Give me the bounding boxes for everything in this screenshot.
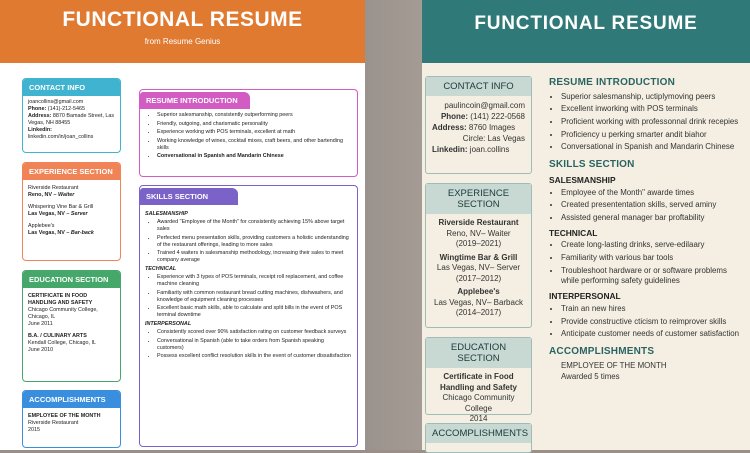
right-address2: Circle: Las Vegas <box>462 134 525 143</box>
right-accomplishments-side-header: ACCOMPLISHMENTS <box>426 424 531 443</box>
left-job-role: Waiter <box>57 192 75 198</box>
left-header <box>0 0 365 63</box>
right-skills-bullet: • Created presententation skills, served aminy <box>561 200 747 211</box>
left-skills-body <box>140 205 357 365</box>
right-skills-list <box>549 240 747 287</box>
right-email: paulincoin@gmail.com <box>444 101 525 110</box>
left-education-box <box>22 270 121 382</box>
left-intro-bullet: • Conversational in Spanish and Mandarin Chinese <box>157 153 352 160</box>
resume-right <box>422 0 750 450</box>
right-intro-bullet: • Conversational in Spanish and Mandarin Chinese <box>561 142 747 153</box>
right-intro-list <box>549 92 747 153</box>
right-skills-list <box>549 188 747 224</box>
left-phone-label: Phone: <box>28 106 47 112</box>
left-accomplishments-body <box>23 408 120 437</box>
left-skills-bullet: • Consistently scored over 90% satisfaction rating on customer feedback surveys <box>157 329 352 336</box>
right-linkedin-label: Linkedin: <box>432 145 468 154</box>
left-edu-degree: CERTIFICATE IN FOOD HANDLING AND SAFETY <box>28 293 93 306</box>
left-skills-list <box>145 329 352 360</box>
left-title: FUNCTIONAL RESUME <box>62 8 303 31</box>
right-education-body <box>426 368 531 429</box>
right-education-header: EDUCATION SECTION <box>426 338 531 368</box>
left-acc-title: EMPLOYEE OF THE MONTH <box>28 413 101 419</box>
right-job <box>432 218 525 250</box>
left-edu-date: June 2011 <box>28 321 53 327</box>
right-main-column <box>549 78 747 382</box>
left-skills-bullet: • Trained 4 waiters in salesmanship methodology, increasing their sales to meet company average <box>157 250 352 264</box>
left-skills-list <box>145 219 352 264</box>
right-title: FUNCTIONAL RESUME <box>474 13 698 34</box>
right-phone: (141) 222-0568 <box>470 112 525 121</box>
left-edu-degree: B.A. / CULINARY ARTS <box>28 333 87 339</box>
left-job-role: Bar-back <box>70 230 94 236</box>
left-linkedin-label: Linkedin: <box>28 127 52 133</box>
right-intro-bullet: • Superior salesmanship, uctiplymoving peers <box>561 92 747 103</box>
left-intro-bullet: • Friendly, outgoing, and charismatic personality <box>157 121 352 128</box>
right-edu-year: 2014 <box>469 414 488 423</box>
right-education-box <box>425 337 532 423</box>
right-linkedin: joan.collins <box>469 145 510 154</box>
left-acc-year: 2015 <box>28 427 40 433</box>
right-skills-header: SKILLS SECTION <box>549 158 635 170</box>
left-skills-group-name: SALESMANSHIP <box>145 211 188 217</box>
left-job-location: Reno, NV – <box>28 192 58 198</box>
left-edu-item <box>28 333 115 354</box>
left-skills-list <box>145 274 352 319</box>
right-acc-detail: Awarded 5 times <box>561 371 620 381</box>
left-skills-bullet: • Possess excellent conflict resolution skills in the event of customer dissatisfaction <box>157 353 352 360</box>
right-skills-group-name: INTERPERSONAL <box>549 291 621 302</box>
left-intro-body <box>140 109 357 165</box>
right-acc-title: EMPLOYEE OF THE MONTH <box>561 360 667 370</box>
right-address1: 8760 Images <box>468 123 516 132</box>
right-intro-header: RESUME INTRODUCTION <box>549 77 676 88</box>
left-accomplishments-box <box>22 390 121 448</box>
left-edu-school: Kendall College, Chicago, IL <box>28 340 97 346</box>
right-skills-bullet: • Train an new hires <box>561 304 747 315</box>
right-edu-school: Chicago Community College <box>442 393 515 413</box>
left-intro-bullet: • Superior salesmanship, consistently outperforming peers <box>157 112 352 119</box>
left-experience-body <box>23 180 120 240</box>
right-contact-header: CONTACT INFO <box>426 77 531 96</box>
background-gap <box>365 0 422 450</box>
right-skills-bullet: • Familiarity with various bar tools <box>561 253 747 264</box>
left-job <box>28 185 115 199</box>
left-intro-list <box>145 112 352 160</box>
right-job-location: Reno, NV– Waiter <box>446 228 511 238</box>
left-edu-school: Chicago Community College, Chicago, IL <box>28 307 98 320</box>
right-experience-body <box>426 214 531 323</box>
right-skills-bullet: • Employee of the Month" awarde times <box>561 188 747 199</box>
left-intro-bullet: • Working knowledge of wines, cocktail mixes, craft beers, and other bartending skills <box>157 138 352 152</box>
right-job-place: Riverside Restaurant <box>438 218 519 227</box>
left-intro-box <box>139 89 358 177</box>
left-skills-group-name: INTERPERSONAL <box>145 321 192 327</box>
left-job <box>28 223 115 237</box>
resume-left <box>0 0 365 450</box>
left-contact-box <box>22 78 121 153</box>
right-phone-label: Phone: <box>440 112 469 121</box>
right-intro-bullet: • Excellent inworking with POS terminals <box>561 104 747 115</box>
left-skills-box <box>139 185 358 447</box>
right-skills-bullet: • Provide constructive cticism to reimprover skills <box>561 317 747 328</box>
right-accomplishments-box <box>425 423 532 453</box>
left-edu-item <box>28 293 115 328</box>
right-accomplishments-header: ACCOMPLISHMENTS <box>549 345 655 357</box>
left-phone: (141)-212-5465 <box>47 106 85 112</box>
right-skills-bullet: • Troubleshoot hardware or or software problems while performing safety guidelines <box>561 266 747 288</box>
right-job-dates: (2019–2021) <box>455 239 502 248</box>
left-job-place: Whispering Vine Bar & Grill <box>28 204 94 210</box>
left-linkedin: linkedin.com/in/joan_collins <box>28 134 94 140</box>
left-job-place: Riverside Restaurant <box>28 185 79 191</box>
left-job <box>28 204 115 218</box>
right-skills-bullet: • Anticipate customer needs of customer satisfaction <box>561 329 747 340</box>
left-experience-header: EXPERIENCE SECTION <box>23 163 120 180</box>
left-skills-bullet: • Experience with 3 types of POS terminals, receipt roll replacement, and coffee machine cleaning <box>157 274 352 288</box>
right-edu-degree: Certificate in Food Handling and Safety <box>440 372 517 392</box>
left-contact-body <box>23 96 120 144</box>
left-skills-bullet: • Familiarity with common restaurant bread cutting machines, dishwashers, and knowledge of equipment cleaning processes <box>157 290 352 304</box>
right-job <box>432 287 525 319</box>
right-intro-bullet: • Proficient working with professonnal drink recepies <box>561 117 747 128</box>
left-address-label: Address: <box>28 113 52 119</box>
right-skills-group-name: TECHNICAL <box>549 227 598 238</box>
right-job-place: Applebee's <box>457 287 500 296</box>
right-experience-header: EXPERIENCE SECTION <box>426 184 531 214</box>
left-acc-place: Riverside Restaurant <box>28 420 79 426</box>
right-skills-bullet: • Assisted general manager bar proftability <box>561 213 747 224</box>
right-experience-box <box>425 183 532 328</box>
right-skills-list <box>549 304 747 340</box>
right-job-place: Wingtime Bar & Grill <box>439 252 518 262</box>
left-email: joancollins@gmail.com <box>28 99 84 105</box>
left-skills-bullet: • Excellent basic math skills, able to calculate and split bills in the event of POS terminal downtime <box>157 305 352 319</box>
left-education-header: EDUCATION SECTION <box>23 271 120 288</box>
right-job-dates: (2014–2017) <box>455 308 502 317</box>
left-job-location: Las Vegas, NV – <box>28 230 71 236</box>
right-job-dates: (2017–2012) <box>455 273 502 283</box>
right-intro-bullet: • Proficiency u perking smarter andit biahor <box>561 130 747 141</box>
left-job-role: Server <box>70 211 88 217</box>
right-header <box>422 0 750 63</box>
left-skills-bullet: • Awarded "Employee of the Month" for consistently achieving 15% above target sales <box>157 219 352 233</box>
right-accomplishments-body <box>549 361 747 383</box>
left-skills-header: SKILLS SECTION <box>140 188 238 205</box>
left-education-body <box>23 288 120 357</box>
right-job <box>432 253 525 285</box>
right-contact-box <box>425 76 532 174</box>
left-experience-box <box>22 162 121 261</box>
right-skills-group-name: SALESMANSHIP <box>549 174 616 185</box>
left-accomplishments-header: ACCOMPLISHMENTS <box>23 391 120 408</box>
left-intro-header: RESUME INTRODUCTION <box>140 92 250 109</box>
left-contact-header: CONTACT INFO <box>23 79 120 96</box>
left-edu-date: June 2010 <box>28 347 54 353</box>
right-contact-body <box>426 96 531 159</box>
right-job-location: Las Vegas, NV– Server <box>436 263 521 272</box>
left-subtitle: from Resume Genius <box>144 37 221 46</box>
left-intro-bullet: • Experience working with POS terminals, excellent at math <box>157 129 352 136</box>
right-job-location: Las Vegas, NV– Barback <box>434 297 523 307</box>
left-skills-group-name: TECHNICAL <box>145 266 177 272</box>
right-address-label: Address: <box>432 123 467 132</box>
left-job-place: Applebee's <box>28 223 55 229</box>
left-job-location: Las Vegas, NV – <box>28 211 71 217</box>
left-skills-bullet: • Conversational in Spanish (able to take orders from Spanish speaking customers) <box>157 338 352 352</box>
right-skills-bullet: • Create long-lasting drinks, serve-edilaary <box>561 240 747 251</box>
left-address: 8870 Bamade Street, Las Vegas, NH 88455 <box>28 113 115 126</box>
left-skills-bullet: • Perfected menu presentation skills, providing customers a holistic understanding of the restaurant offerings, leading to more sales <box>157 235 352 249</box>
